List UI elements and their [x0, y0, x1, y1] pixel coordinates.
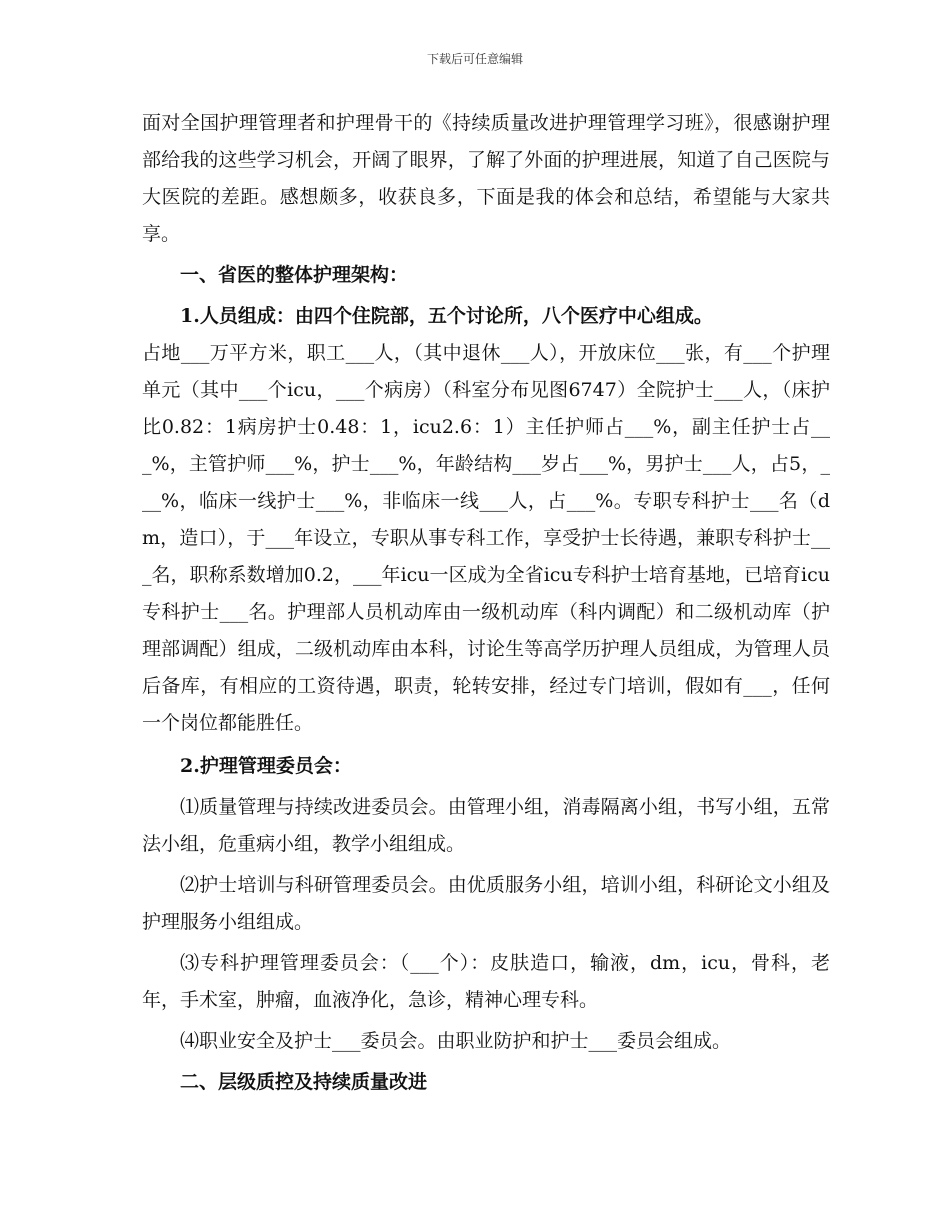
- intro-paragraph: 面对全国护理管理者和护理骨干的《持续质量改进护理管理学习班》，很感谢护理部给我的这些学习机会，开阔了眼界，了解了外面的护理进展，知道了自己医院与大医院的差距。感想颇多，收获良多，下面是我的体会和总结，希望能与大家共享。: [142, 112, 830, 245]
- subsection-1-heading: 1.人员组成：由四个住院部，五个讨论所，八个医疗中心组成。: [180, 305, 713, 327]
- document-body: [142, 105, 830, 1101]
- section-2-heading: 二、层级质控及持续质量改进: [180, 1071, 428, 1093]
- header-note: 下载后可任意编辑: [426, 52, 523, 66]
- committee-item-2: ⑵护士培训与科研管理委员会。由优质服务小组，培训小组，科研论文小组及护理服务小组组成。: [142, 874, 830, 933]
- committee-item-4: ⑷职业安全及护士___委员会。由职业防护和护士___委员会组成。: [180, 1030, 732, 1052]
- section-1-heading: 一、省医的整体护理架构：: [180, 264, 409, 286]
- subsection-2-heading: 2.护理管理委员会：: [180, 755, 352, 777]
- subsection-1-body: 占地___万平方米，职工___人，（其中退休___人），开放床位___张，有___个护理单元（其中___个icu，___个病房）（科室分布见图6747）全院护士___人，（床护比0.82：1病房护士0.48：1，icu2.6：1）主任护师占___%，副主任护士占___%，主管护师___%，护士___%，年龄结构___岁占___%，男护士___人，占5，___%，临床一线护士___%，非临床一线___人，占___%。专职专科护士___名（dm，造口），于___年设立，专职从事专科工作，享受护士长待遇，兼职专科护士___名，职称系数增加0.2，___年icu一区成为全省icu专科护士培育基地，已培育icu专科护士___名。护理部人员机动库由一级机动库（科内调配）和二级机动库（护理部调配）组成，二级机动库由本科，讨论生等高学历护理人员组成，为管理人员后备库，有相应的工资待遇，职责，轮转安排，经过专门培训，假如有___，任何一个岗位都能胜任。: [142, 342, 830, 734]
- committee-item-1: ⑴质量管理与持续改进委员会。由管理小组，消毒隔离小组，书写小组，五常法小组，危重病小组，教学小组组成。: [142, 796, 830, 855]
- committee-item-3: ⑶专科护理管理委员会：（___个）：皮肤造口，输液，dm，icu，骨科，老年，手术室，肿瘤，血液净化，急诊，精神心理专科。: [142, 952, 830, 1011]
